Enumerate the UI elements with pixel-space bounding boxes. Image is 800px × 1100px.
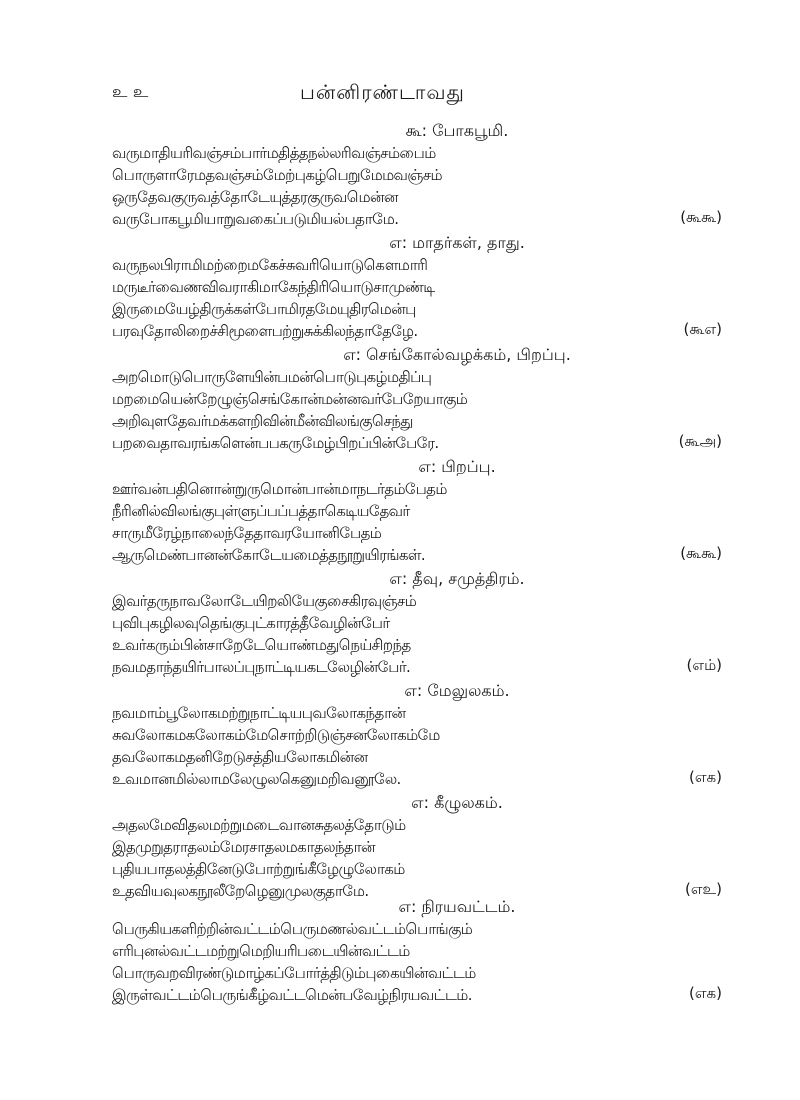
verse-line: நவமாம்பூலோகமற்றுநாட்டியபுவலோகந்தான் <box>112 704 406 722</box>
section-heading: எ: செங்கோல்வழக்கம், பிறப்பு. <box>343 345 571 364</box>
section-keezhulagam <box>112 792 722 902</box>
verse-number: (கூகூ) <box>680 208 722 226</box>
verse-line: இருமையேழ்திருக்கள்போமிரதமேயுதிரமென்பு <box>112 300 416 318</box>
verse-number: (கூஎ) <box>683 320 722 338</box>
verse-number: (எக) <box>688 768 722 786</box>
section-mathargal <box>112 232 722 342</box>
verse-line: வருபோகபூமியாறுவகைப்படுமியல்பதாமே. <box>112 210 399 228</box>
verse-line: உதவியவுலகநூலீறேழெனுமுலகுதாமே. <box>112 882 369 900</box>
verse-line: அறமொடுபொருளேயின்பமன்பொடுபுகழ்மதிப்பு <box>112 368 432 386</box>
section-melulagam <box>112 680 722 790</box>
verse-number: (எம்) <box>686 656 722 674</box>
section-heading: எ: மேலுலகம். <box>404 681 510 700</box>
verse-line: எரிபுனல்வட்டமற்றுமெறியரிபடையின்வட்டம் <box>112 942 410 960</box>
verse-line: அறிவுளதேவர்மக்களறிவின்மீன்விலங்குசெந்து <box>112 412 413 430</box>
section-sengol <box>112 344 722 454</box>
section-heading: எ: மாதர்கள், தாது. <box>389 233 525 252</box>
verse-line: இதமுறுதராதலம்மேரசாதலமகாதலந்தான் <box>112 838 375 856</box>
verse-line: புவிபுகழிலவுதெங்குபுட்காரத்தீவேழின்பேர் <box>112 614 390 632</box>
verse-line: நவமதாந்தயிர்பாலப்புநாட்டியகடலேழின்பேர். <box>112 658 411 676</box>
section-bhogabhumi <box>112 120 722 230</box>
verse-line: தவலோகமதனிறேடுசத்தியலோகமின்ன <box>112 748 368 766</box>
verse-line: நீரினில்விலங்குபுள்ளுப்பப்பத்தாகெடியதேவர் <box>112 502 410 520</box>
verse-line: பொருவறவிரண்டுமாழ்கப்போர்த்திடும்புகையின்வட்டம் <box>112 964 476 982</box>
verse-line: இருள்வட்டம்பெருங்கீழ்வட்டமென்பவேழ்நிரயவட்டம். <box>112 986 472 1004</box>
verse-line: மறமையென்றேழுஞ்செங்கோன்மன்னவர்பேறேயாகும் <box>112 390 468 408</box>
verse-number: (கூகூ) <box>680 544 722 562</box>
section-pirappu <box>112 456 722 566</box>
page-number: உ உ <box>112 82 149 102</box>
verse-line: சாருமீரேழ்நாலைந்தேதாவரயோனிபேதம் <box>112 524 382 542</box>
verse-number: (எஉ) <box>684 880 722 898</box>
section-heading: எ: தீவு, சமுத்திரம். <box>389 569 525 588</box>
verse-line: பறவைதாவரங்களென்பபகருமேழ்பிறப்பின்பேரே. <box>112 434 439 452</box>
verse-line: பொருளாரேமதவஞ்சம்மேற்புகழ்பெறுமேமவஞ்சம் <box>112 166 442 184</box>
verse-line: ஆருமெண்பானன்கோடேயமைத்தநூறுயிரங்கள். <box>112 546 425 564</box>
verse-line: வருநலபிராமிமற்றைமகேச்சுவரியொடுகௌமாரி <box>112 256 428 274</box>
section-heading: எ: பிறப்பு. <box>418 457 496 476</box>
verse-line: பரவுதோலிறைச்சிமூளைபற்றுசுக்கிலந்தாதேழே. <box>112 322 418 340</box>
verse-line: வருமாதியரிவஞ்சம்பார்மதித்தநல்லரிவஞ்சம்பைம் <box>112 144 436 162</box>
section-heading: எ: நிரயவட்டம். <box>398 897 516 916</box>
verse-line: மருடீர்வைணவிவராகிமாகேந்திரியொடுசாமுண்டி <box>112 278 435 296</box>
verse-line: ஒருதேவகுருவத்தோடேயுத்தரகுருவமென்ன <box>112 188 398 206</box>
verse-line: பெருகியகளிற்றின்வட்டம்பெருமணல்வட்டம்பொங்கும் <box>112 920 473 938</box>
running-title: பன்னிரண்டாவது <box>300 80 465 104</box>
verse-line: சுவலோகமகலோகம்மேசொற்றிடுஞ்சனலோகம்மே <box>112 726 440 744</box>
section-heading: கூ: போகபூமி. <box>405 121 509 140</box>
verse-line: ஊர்வன்பதினொன்றுருமொன்பான்மாநடர்தம்பேதம் <box>112 480 447 498</box>
verse-line: இவர்தருநாவலோடேயிறலியேகுசைகிரவுஞ்சம் <box>112 592 417 610</box>
section-heading: எ: கீழுலகம். <box>411 793 503 812</box>
verse-line: புதியபாதலத்தினேடுபோற்றுங்கீழேழுலோகம் <box>112 860 405 878</box>
verse-number: (கூஅ) <box>678 432 722 450</box>
verse-line: அதலமேவிதலமற்றுமடைவானசுதலத்தோடும் <box>112 816 406 834</box>
section-theevu <box>112 568 722 678</box>
verse-line: உவர்கரும்பின்சாறேடேயொண்மதுநெய்சிறந்த <box>112 636 411 654</box>
section-nirayavattam <box>112 896 722 1006</box>
verse-line: உவமானமில்லாமலேழுலகெனுமறிவனூலே. <box>112 770 401 788</box>
verse-number: (எக) <box>688 984 722 1002</box>
